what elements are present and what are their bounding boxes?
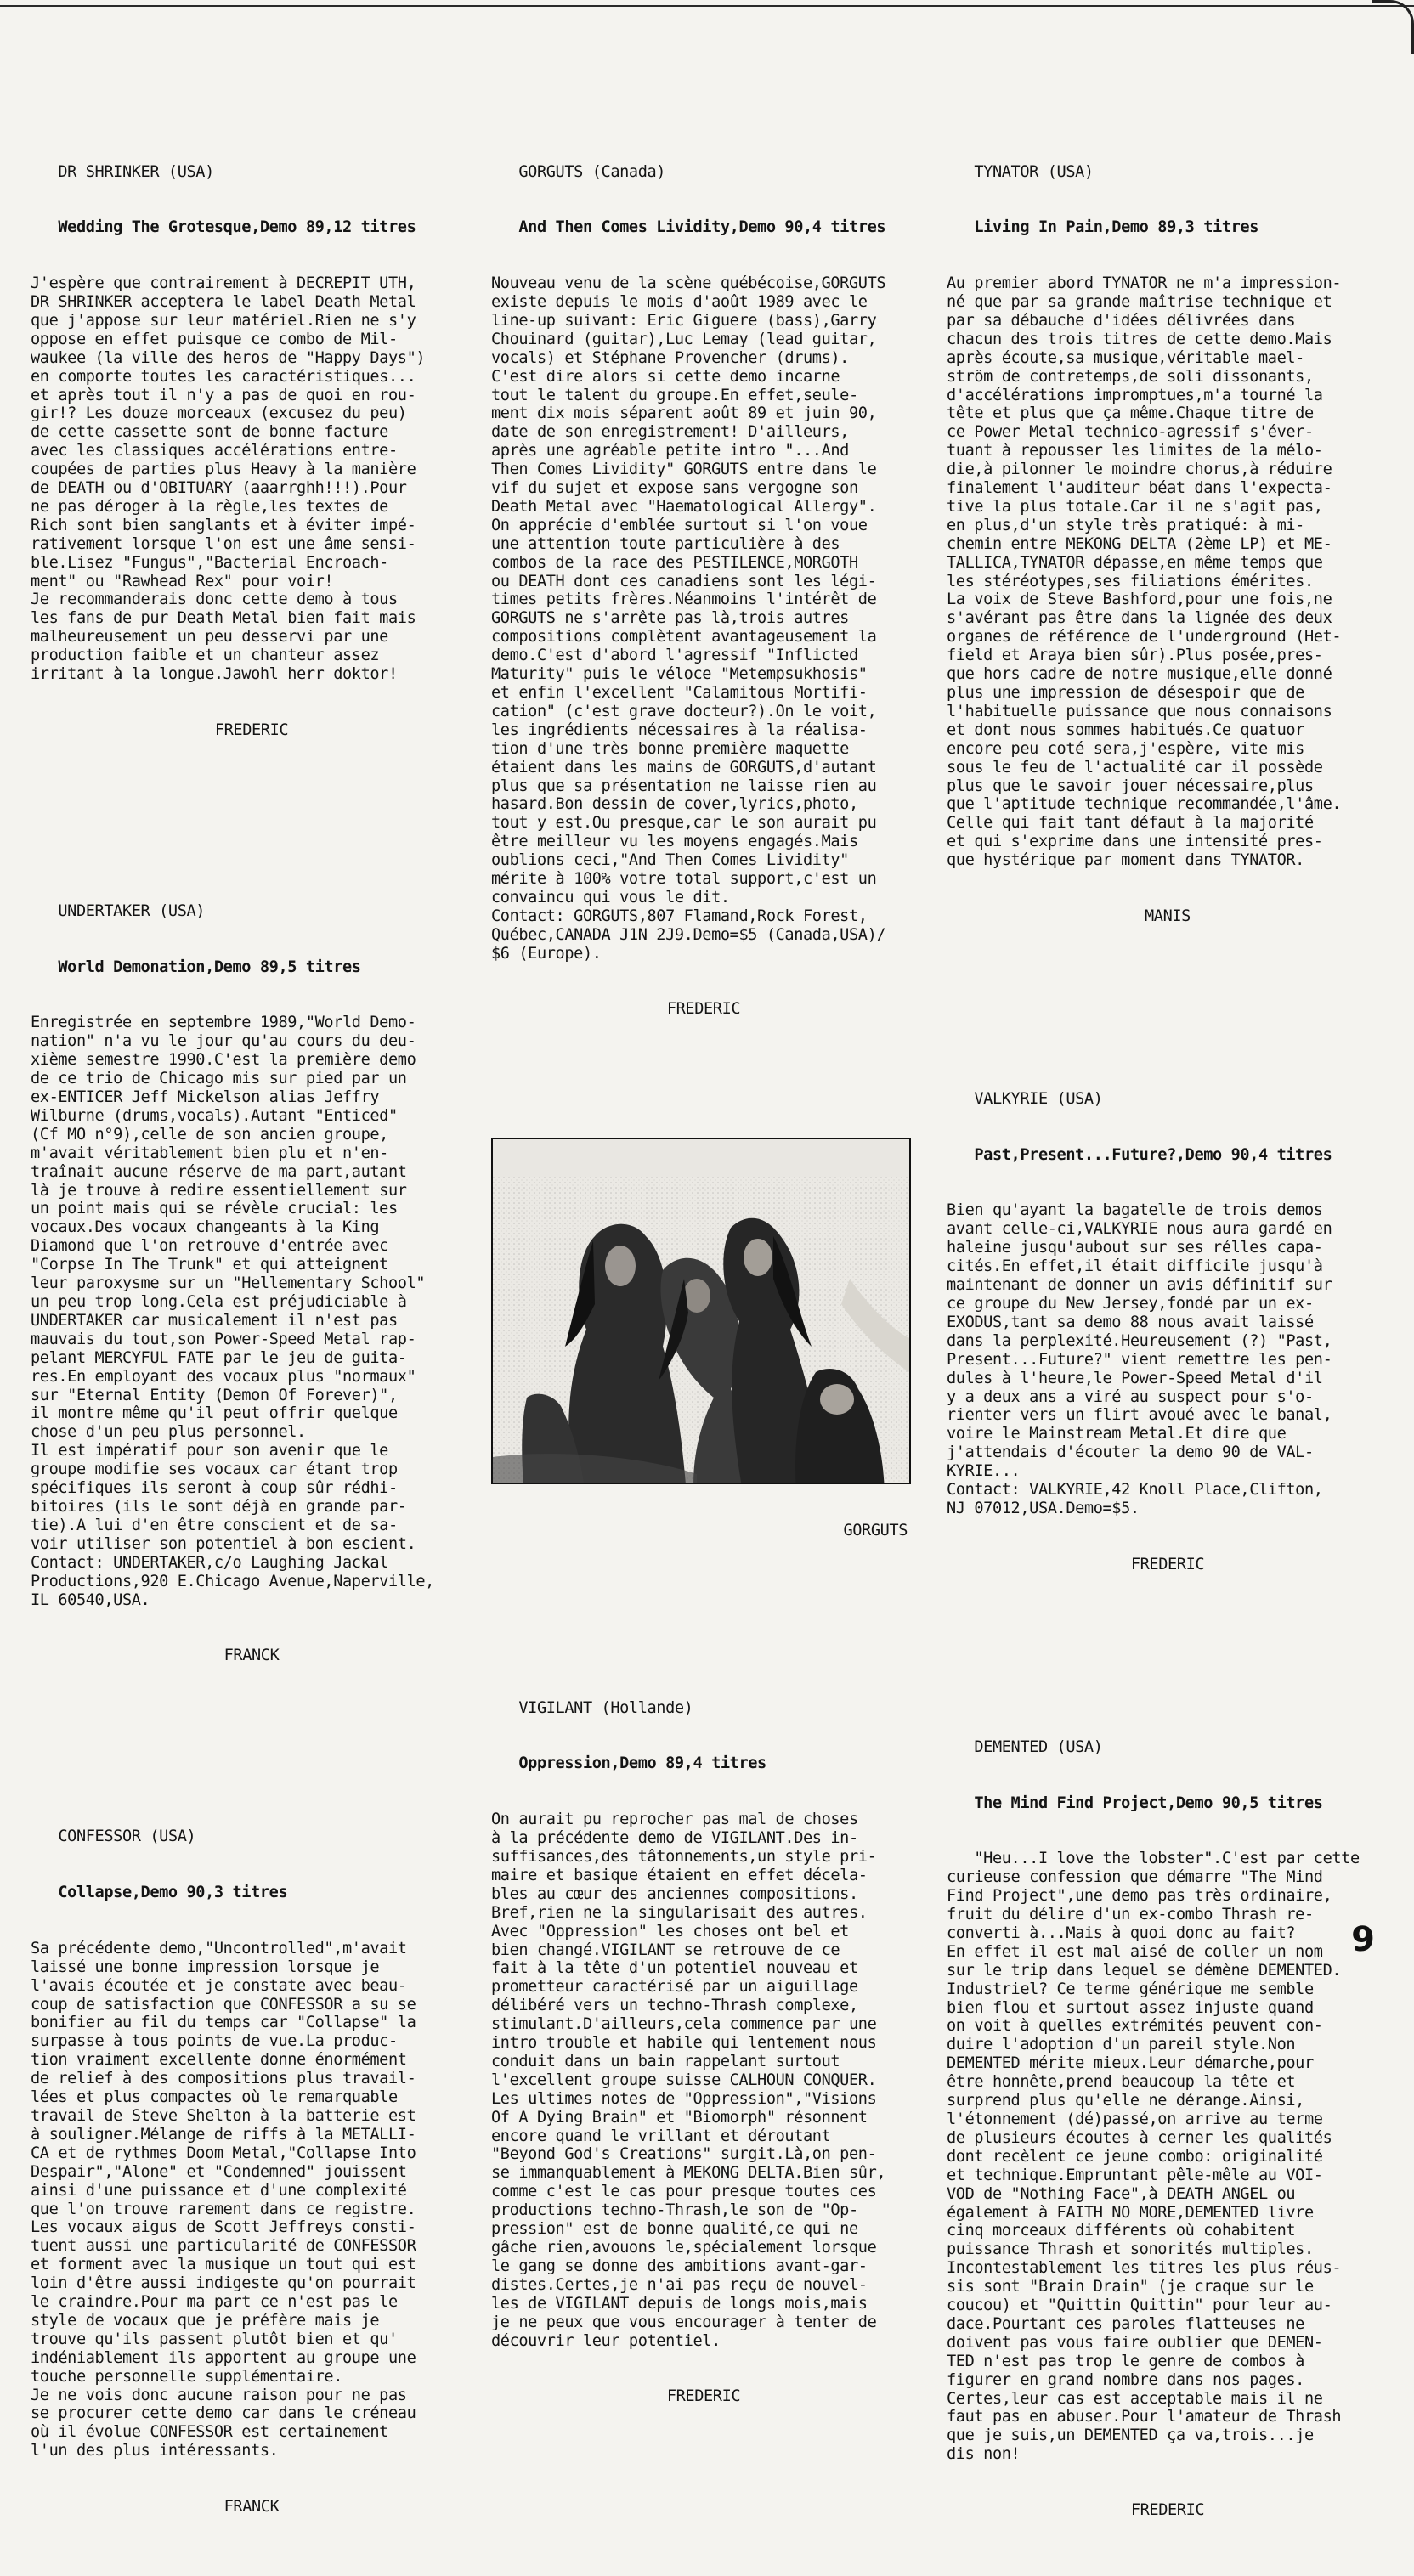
review-subheading: Oppression,Demo 89,4 titres	[491, 1754, 766, 1773]
review-dr-shrinker	[31, 126, 472, 777]
review-body: Au premier abord TYNATOR ne m'a impression- né que par sa grande maîtrise technique et par sa débauche d'idées délivrées dans chacun des trois titres de cette demo.Mais après écoute,sa musique,véritable mael- ström de contretemps,de soli dissonants, d'accélérations impromptues,m'a tourné la tête et plus que ça même.Chaque titre de ce Power Metal technico-agressif s'éver- tuant à repousser les limites de la mélo- die,à pilonner le moindre chorus,à réduire finalement l'auditeur béat dans l'expecta- tive la plus totale.Car il ne s'agit pas, en plus,d'un style très pratiqué: à mi- chemin entre MEKONG DELTA (2ème LP) et ME- TALLICA,TYNATOR dépasse,en même temps que les stéréotypes,ses filiations émérites. La voix de Steve Bashford,pour une fois,ne s'avérant pas être dans la lignée des deux organes de référence de l'underground (Het- field et Araya bien sûr).Plus posée,pres- que hors cadre de notre musique,elle donné plus une impression de désespoir que de l'habituelle puissance que nous connaisons et dont nous sommes habitués.Ce quatuor encore peu coté sera,j'espère, vite mis sous le feu de l'actualité car il possède plus que le savoir jouer nécessaire,plus que l'aptitude technique recommandée,l'âme. Celle qui fait tant défaut à la majorité et qui s'exprime dans une intensité pres- que hystérique par moment dans TYNATOR.	[947, 274, 1342, 870]
review-gorguts	[491, 126, 916, 1056]
photo-caption: GORGUTS	[843, 1521, 908, 1539]
review-body: Bien qu'ayant la bagatelle de trois demos avant celle-ci,VALKYRIE nous aura gardé en haleine jusqu'aubout sur ses rélles capa- cités.En effet,il était difficile jusqu'à maintenant de donner un avis définitif sur ce groupe du New Jersey,fondé par un ex- EXODUS,tant sa demo 88 nous avait laissé dans la perplexité.Heureusement (?) "Past, Present...Future?" vient remettre les pen- dules à l'heure,le Power-Speed Metal d'il y a deux ans a viré au suspect pour s'o- rienter vers un flirt avoué avec le banal, voire le Mainstream Metal.Et dire que j'attendais d'écouter la demo 90 de VAL- KYRIE... Contact: VALKYRIE,42 Knoll Place,Clifton, NJ 07012,USA.Demo=$5.	[947, 1201, 1332, 1517]
review-body: Nouveau venu de la scène québécoise,GORGUTS existe depuis le mois d'août 1989 avec le line-up suivant: Eric Giguere (bass),Garry Chouinard (guitar),Luc Lemay (lead guitar, vocals) et Stéphane Provencher (drums). C'est dire alors si cette demo incarne tout le talent du groupe.En effet,seule- ment dix mois séparent août 89 et juin 90, date de son enregistrement! D'ailleurs, après une agréable petite intro "...And Then Comes Lividity" GORGUTS entre dans le vif du sujet et expose sans vergogne son Death Metal avec "Haematological Allergy". On apprécie d'emblée surtout si l'on voue une attention toute particulière à des combos de la race des PESTILENCE,MORGOTH ou DEATH dont ces canadiens sont les légi- times petits frères.Néanmoins l'intérêt de GORGUTS ne s'arrête pas là,trois autres compositions complètent avantageusement la demo.C'est d'abord l'agressif "Inflicted Maturity" puis le véloce "Metempsukhosis" et enfin l'excellent "Calamitous Mortifi- cation" (c'est grave docteur?).On le voit, les ingrédients nécessaires à la réalisa- tion d'une très bonne première maquette étaient dans les mains de GORGUTS,d'autant plus que sa présentation ne laisse rien au hasard.Bon dessin de cover,lyrics,photo, tout y est.Ou presque,car le son aurait pu être meilleur vu les moyens engagés.Mais oublions ceci,"And Then Comes Lividity" mérite à 100% votre total support,c'est un convaincu qui vous le dit. Contact: GORGUTS,807 Flamand,Rock Forest, Québec,CANADA J1N 2J9.Demo=$5 (Canada,USA)/ $6 (Europe).	[491, 274, 886, 963]
review-heading: DR SHRINKER (USA)	[31, 162, 214, 181]
review-body: Enregistrée en septembre 1989,"World Demo- nation" n'a vu le jour qu'au cours du deu- xième semestre 1990.C'est la première demo de ce trio de Chicago mis sur pied par un ex-ENTICER Jeff Mickelson alias Jeffry Wilburne (drums,vocals).Autant "Enticed" (Cf MO n°9),celle de son ancien groupe, m'avait véritablement bien plu et n'en- traînait aucune réserve de ma part,autant là je trouve à redire essentiellement sur un point mais qui se révèle crucial: les vocaux.Des vocaux changeants à la King Diamond que l'on retrouve d'entrée avec "Corpse In The Trunk" et qui atteignent leur paroxysme sur un "Hellementary School" un peu trop long.Cela est préjudiciable à UNDERTAKER car musicalement il n'est pas mauvais du tout,son Power-Speed Metal rap- pelant MERCYFUL FATE par le jeu de guita- res.En employant des vocaux plus "normaux" sur "Eternal Entity (Demon Of Forever)", il montre même qu'il peut offrir quelque chose d'un peu plus personnel. Il est impératif pour son avenir que le groupe modifie ses vocaux car étant trop spécifiques ils seront à coup sûr rédhi- bitoires (ils le sont déjà en grande par- tie).A lui d'en être conscient et de sa- voir utiliser son potentiel à bon escient. Contact: UNDERTAKER,c/o Laughing Jackal Productions,920 E.Chicago Avenue,Naperville, IL 60540,USA.	[31, 1014, 434, 1609]
review-heading: CONFESSOR (USA)	[31, 1827, 196, 1846]
review-heading: VALKYRIE (USA)	[947, 1090, 1103, 1109]
review-body: Sa précédente demo,"Uncontrolled",m'avait laissé une bonne impression lorsque je l'avais écoutée et je constate avec beau- coup de satisfaction que CONFESSOR a su se bonifier au fil du temps car "Collapse" la surpasse à tous points de vue.La produc- tion vraiment excellente donne énormément de relief à des compositions plus travail- lées et plus compactes où le remarquable travail de Steve Shelton à la batterie est à souligner.Mélange de riffs à la METALLI- CA et de rythmes Doom Metal,"Collapse Into Despair","Alone" et "Condemned" jouissent ainsi d'une puissance et d'une complexité que l'on trouve rarement dans ce registre. Les vocaux aigus de Scott Jeffreys consti- tuent aussi une particularité de CONFESSOR et forment avec la musique un tout qui est loin d'être aussi indigeste qu'on pourrait le craindre.Pour ma part ce n'est pas le style de vocaux que je préfère mais je trouve qu'ils passent plutôt bien et qu' indéniablement ils apportent au groupe une touche personnelle supplémentaire. Je ne vois donc aucune raison pour ne pas se procurer cette demo car dans le créneau où il évolue CONFESSOR est certainement l'un des plus intéressants.	[31, 1939, 416, 2460]
review-body: J'espère que contrairement à DECREPIT UTH, DR SHRINKER acceptera le label Death Metal que j'appose sur leur matériel.Rien ne s'y oppose en effet puisque ce combo de Mil- waukee (la ville des heros de "Happy Days") en comporte toutes les caractéristiques... et après tout il n'y a pas de quoi en rou- gir!? Les douze morceaux (excusez du peu) de cette cassette sont de bonne facture avec les classiques accélérations entre- coupées de parties plus Heavy à la manière de DEATH ou d'OBITUARY (aaarrghh!!!).Pour ne pas déroger à la règle,les textes de Rich sont bien sanglants et à éviter impé- rativement lorsque l'on est une âme sensi- ble.Lisez "Fungus","Bacterial Encroach- ment" ou "Rawhead Rex" pour voir! Je recommanderais donc cette demo à tous les fans de pur Death Metal bien fait mais malheureusement un peu desservi par une production faible et un chanteur assez irritant à la longue.Jawohl herr doktor!	[31, 274, 426, 684]
review-undertaker	[31, 865, 472, 1703]
review-signature: FREDERIC	[214, 720, 289, 739]
review-subheading: World Demonation,Demo 89,5 titres	[31, 958, 361, 976]
review-heading: TYNATOR (USA)	[947, 162, 1094, 181]
review-heading: VIGILANT (Hollande)	[491, 1698, 693, 1717]
review-tynator	[947, 126, 1389, 963]
band-photo	[491, 1138, 911, 1484]
page-corner-border	[1372, 0, 1414, 54]
column-3	[947, 88, 1389, 2576]
review-vigilant	[491, 1662, 916, 2443]
review-confessor	[31, 1791, 472, 2554]
review-signature: FREDERIC	[1130, 1555, 1205, 1573]
column-2	[491, 88, 916, 2462]
review-heading: DEMENTED (USA)	[947, 1737, 1103, 1756]
review-subheading: Past,Present...Future?,Demo 90,4 titres	[947, 1145, 1332, 1164]
review-subheading: Wedding The Grotesque,Demo 89,12 titres	[31, 218, 416, 237]
review-signature: FREDERIC	[666, 1000, 741, 1019]
review-subheading: Collapse,Demo 90,3 titres	[31, 1884, 288, 1902]
review-signature: FRANCK	[223, 1647, 280, 1665]
review-signature: FREDERIC	[666, 2387, 741, 2406]
band-photo-block	[491, 1100, 916, 1577]
review-valkyrie	[947, 1053, 1389, 1611]
review-body: "Heu...I love the lobster".C'est par cette curieuse confession que démarre "The Mind Find Project",une demo pas très ordinaire, fruit du délire d'un ex-combo Thrash re- converti à...Mais à quoi donc au fait? En effet il est mal aisé de coller un nom sur le trip dans lequel se démène DEMENTED. Industriel? Ce terme générique me semble bien flou et surtout assez injuste quand on voit à quelles extrémités peuvent con- duire l'adoption d'un pareil style.Non DEMENTED mérite mieux.Leur démarche,pour être honnête,prend beaucoup la tête et surprend plus qu'elle ne dérange.Ainsi, l'étonnement (dé)passé,on arrive au terme de plusieurs écoutes à cerner les qualités dont recèlent ce jeune combo: originalité et technique.Empruntant pêle-mêle au VOI- VOD de "Nothing Face",à DEATH ANGEL ou également à FAITH NO MORE,DEMENTED livre cinq morceaux différents où cohabitent puissance Thrash et sonorités multiples. Incontestablement les titres les plus réus- sis sont "Brain Drain" (je craque sur le coucou) et "Quittin Quittin" pour leur au- dace.Pourtant ces paroles flatteuses ne doivent pas vous faire oublier que DEMEN- TED n'est pas trop le genre de combos à figurer en grand nombre dans nos pages. Certes,leur cas est acceptable mais il ne faut pas en abuser.Pour l'amateur de Thrash que je suis,un DEMENTED ça va,trois...je dis non!	[947, 1850, 1360, 2464]
review-subheading: The Mind Find Project,Demo 90,5 titres	[947, 1794, 1323, 1812]
review-signature: MANIS	[1145, 907, 1191, 925]
page-number: 9	[1351, 1920, 1375, 1959]
page-top-border	[0, 0, 1414, 7]
review-heading: UNDERTAKER (USA)	[31, 901, 206, 920]
review-demented	[947, 1701, 1389, 2557]
review-heading: GORGUTS (Canada)	[491, 162, 666, 181]
band-photo-image	[493, 1177, 909, 1484]
review-subheading: Living In Pain,Demo 89,3 titres	[947, 218, 1259, 237]
review-signature: FRANCK	[223, 2498, 280, 2516]
review-body: On aurait pu reprocher pas mal de choses à la précédente demo de VIGILANT.Des in- suffisances,des tâtonnements,un style pri- maire et basique étaient en effet décela- bles au cœur des anciennes compositions. Bref,rien ne la singularisait des autres. Avec "Oppression" les choses ont bel et bien changé.VIGILANT se retrouve de ce fait à la tête d'un potentiel nouveau et prometteur caractérisé par un aiguillage délibéré vers un techno-Thrash complexe, stimulant.D'ailleurs,cela commence par une intro trouble et habile qui lentement nous conduit dans un bain rappelant surtout l'excellent groupe suisse CALHOUN CONQUER. Les ultimes notes de "Oppression","Visions Of A Dying Brain" et "Biomorph" résonnent encore quand le vrillant et déroutant "Beyond God's Creations" surgit.Là,on pen- se immanquablement à MEKONG DELTA.Bien sûr, comme c'est le cas pour presque toutes ces productions techno-Thrash,le son de "Op- pression" est de bonne qualité,ce qui ne gâche rien,avouons le,spécialement lorsque le gang se donne des ambitions avant-gar- distes.Certes,je n'ai pas reçu de nouvel- les de VIGILANT depuis de longs mois,mais je ne peux que vous encourager à tenter de découvrir leur potentiel.	[491, 1811, 886, 2350]
review-signature: FREDERIC	[1130, 2501, 1205, 2519]
review-subheading: And Then Comes Lividity,Demo 90,4 titres	[491, 218, 886, 237]
column-1	[31, 88, 472, 2573]
